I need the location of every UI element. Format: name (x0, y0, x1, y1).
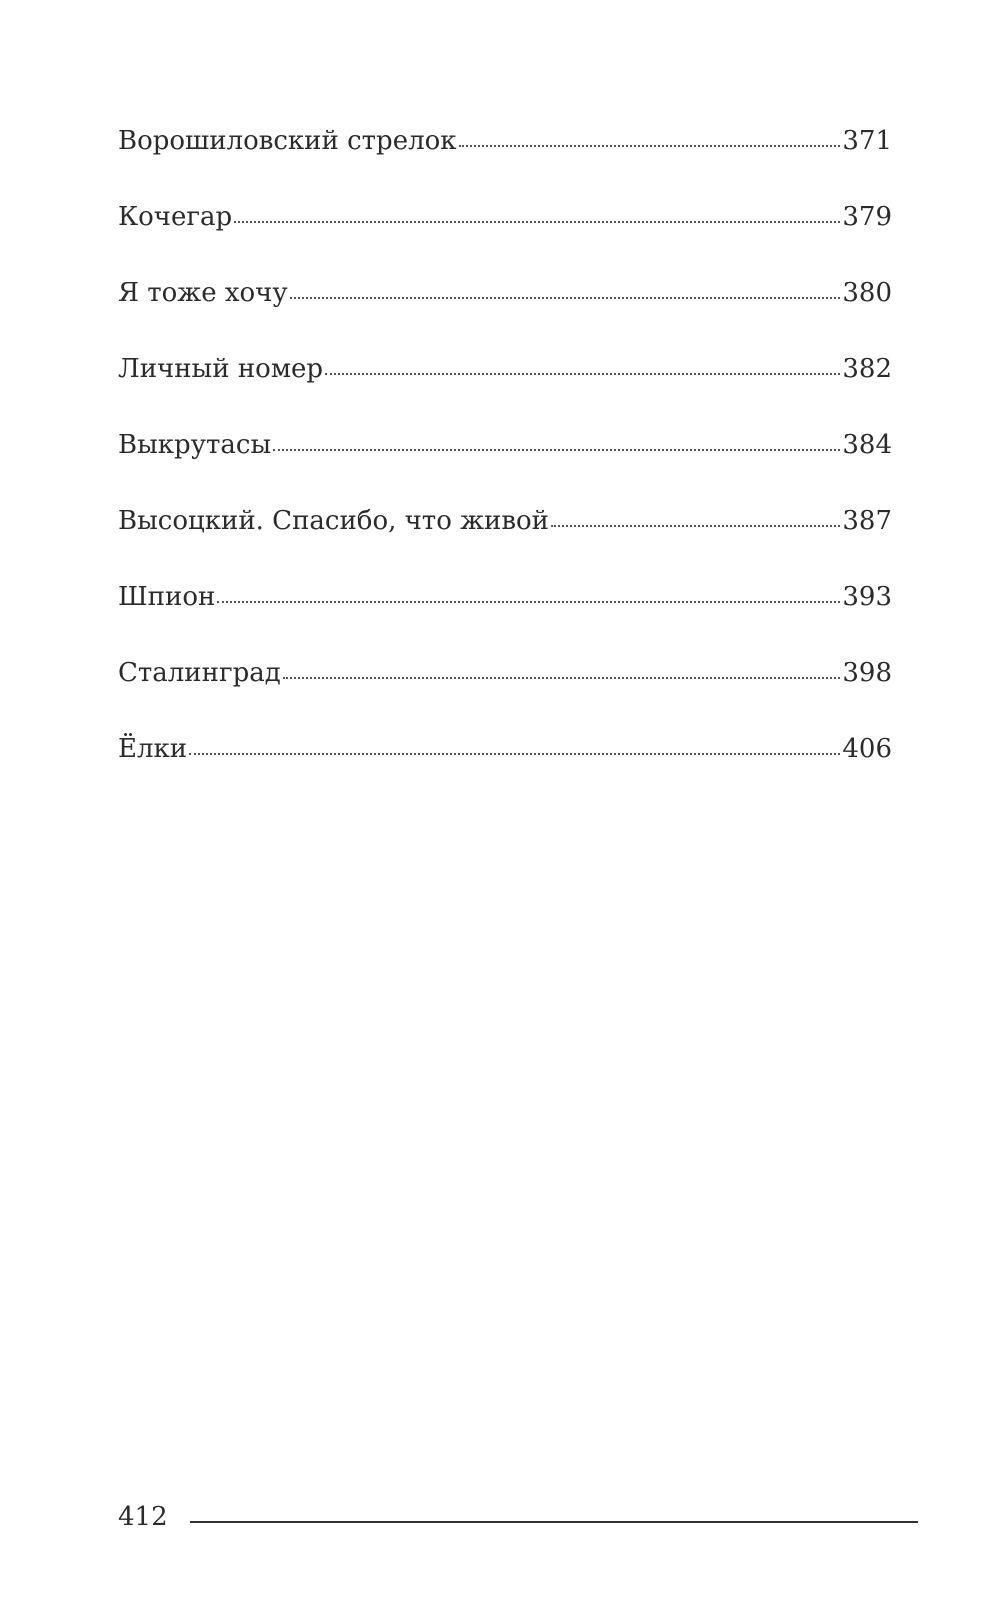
dot-leader (290, 297, 841, 299)
toc-entry (118, 736, 892, 812)
toc-entry-page: 379 (842, 202, 892, 232)
page-footer (118, 1502, 918, 1532)
toc-entry (118, 660, 892, 736)
dot-leader (234, 221, 840, 223)
toc-entry (118, 584, 892, 660)
toc-entry-page: 387 (842, 506, 892, 536)
dot-leader (283, 677, 841, 679)
toc-entry-title: Личный номер (118, 354, 324, 384)
toc-entry-page: 384 (842, 430, 892, 460)
footer-rule (190, 1521, 918, 1523)
toc-entry-page: 371 (842, 126, 892, 156)
toc-entry-title: Высоцкий. Спасибо, что живой (118, 506, 549, 536)
toc-entry-title: Сталинград (118, 658, 281, 688)
toc-entry-page: 398 (842, 658, 892, 688)
page-number: 412 (118, 1502, 168, 1532)
table-of-contents (118, 128, 892, 812)
dot-leader (189, 753, 840, 755)
toc-entry-page: 382 (842, 354, 892, 384)
toc-entry-title: Я тоже хочу (118, 278, 288, 308)
toc-entry (118, 432, 892, 508)
dot-leader (551, 525, 840, 527)
toc-entry-title: Выкрутасы (118, 430, 272, 460)
toc-entry (118, 508, 892, 584)
dot-leader (325, 373, 840, 375)
toc-entry-page: 393 (842, 582, 892, 612)
toc-entry-title: Ёлки (118, 734, 188, 764)
dot-leader (217, 601, 840, 603)
toc-entry-title: Ворошиловский стрелок (118, 126, 457, 156)
toc-entry-title: Шпион (118, 582, 216, 612)
toc-entry-title: Кочегар (118, 202, 233, 232)
toc-entry-page: 380 (842, 278, 892, 308)
dot-leader (273, 449, 840, 451)
toc-entry-page: 406 (842, 734, 892, 764)
dot-leader (459, 145, 841, 147)
toc-entry (118, 280, 892, 356)
toc-entry (118, 128, 892, 204)
toc-entry (118, 204, 892, 280)
toc-entry (118, 356, 892, 432)
